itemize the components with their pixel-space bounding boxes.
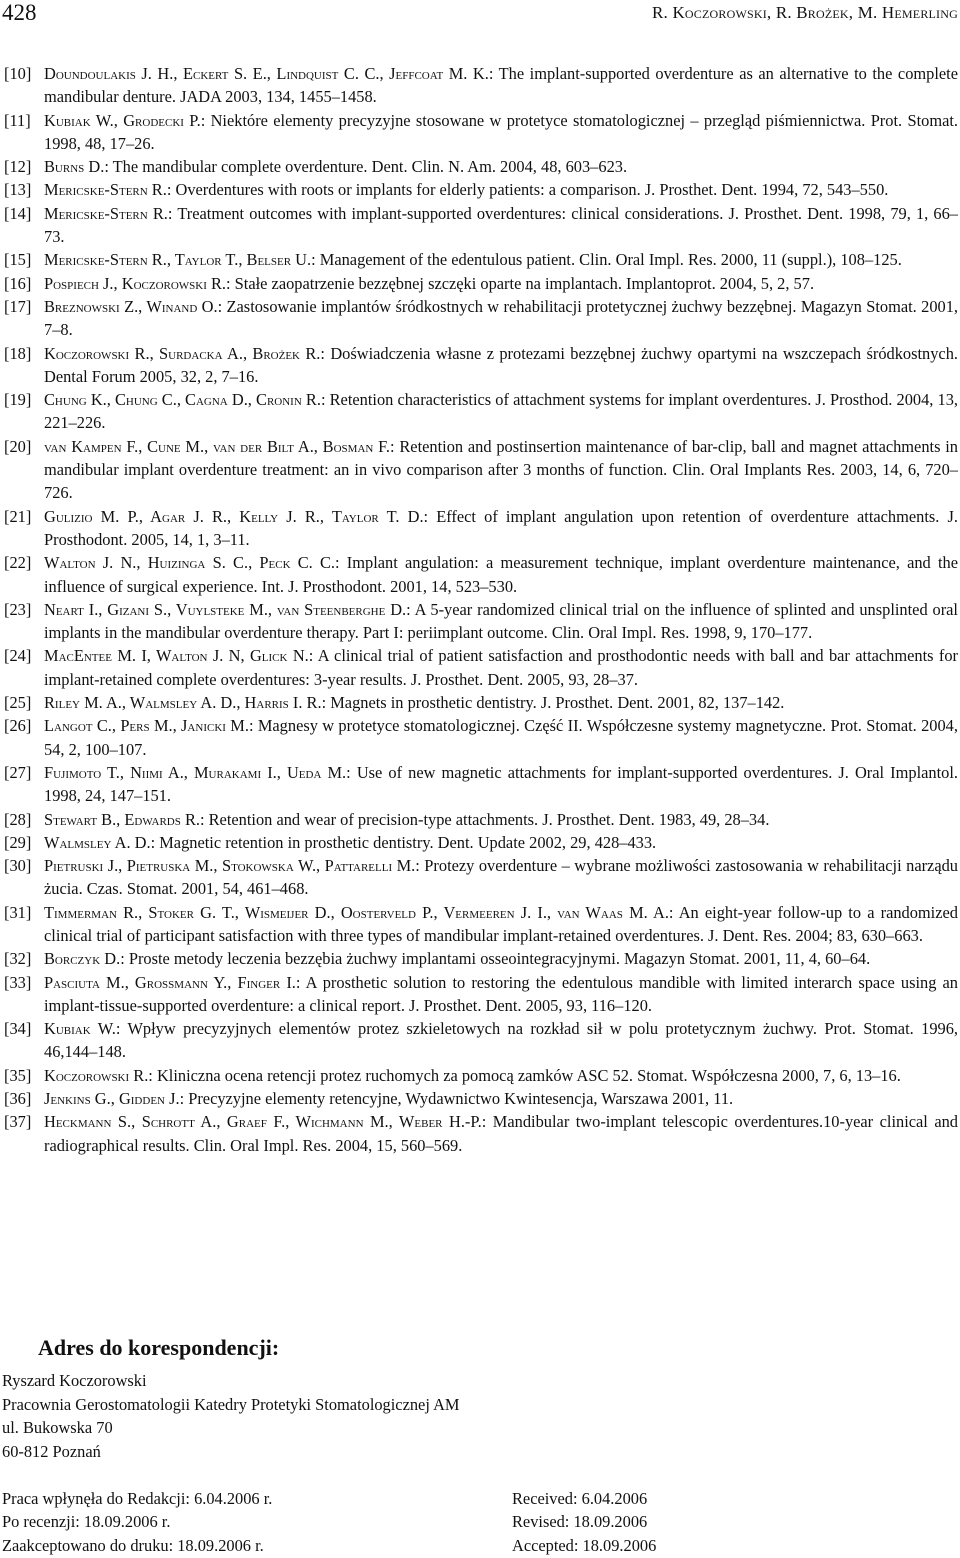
reference-authors: Doundoulakis J. H., Eckert S. E., Lindquist C. C., Jeffcoat M. K. bbox=[44, 64, 489, 83]
reference-text: : Retention and wear of precision-type attachments. J. Prosthet. Dent. 1983, 49, 28–34. bbox=[199, 809, 770, 829]
reference-body bbox=[44, 178, 958, 201]
reference-item bbox=[4, 505, 958, 552]
reference-body bbox=[44, 761, 958, 808]
date-received-en: Received: 6.04.2006 bbox=[512, 1489, 648, 1508]
reference-text: : A clinical trial of patient satisfaction and prosthodontic needs with ball and bar attachments for implant-retained complete overdentures: 3-year results. J. Prosthet. Dent. 2005, 93, 28–37. bbox=[44, 646, 958, 689]
reference-item bbox=[4, 901, 958, 948]
reference-body bbox=[44, 901, 958, 948]
reference-number: [15] bbox=[4, 250, 32, 270]
reference-number: [23] bbox=[4, 599, 32, 619]
reference-body bbox=[44, 388, 958, 435]
date-revised-pl: Po recenzji: 18.09.2006 r. bbox=[2, 1512, 171, 1532]
dates-polish bbox=[2, 1487, 272, 1557]
reference-text: : Overdentures with roots or implants for elderly patients: a comparison. J. Prosthet. Dent. 1994, 72, 543–550. bbox=[166, 180, 889, 200]
reference-item bbox=[4, 1110, 958, 1157]
reference-item bbox=[4, 248, 958, 271]
reference-body bbox=[44, 62, 958, 109]
dates-english bbox=[512, 1487, 656, 1557]
correspondence-heading: Adres do korespondencji: bbox=[38, 1335, 280, 1360]
reference-number: [34] bbox=[4, 1019, 32, 1039]
reference-authors: Riley M. A., Walmsley A. D., Harris I. R. bbox=[44, 693, 322, 713]
reference-body bbox=[44, 551, 958, 598]
reference-authors: Kubiak W. bbox=[44, 1019, 116, 1039]
reference-text: : Protezy overdenture – wybrane możliwości zastosowania w rehabilitacji narządu żucia. Czas. Stomat. 2001, 54, 461–468. bbox=[44, 856, 958, 899]
reference-authors: Koczorowski R. bbox=[44, 1065, 149, 1085]
reference-text: : Niektóre elementy precyzyjne stosowane w protetyce stomatologicznej – przegląd piśmiennictwa. Prot. Stomat. 1998, 48, 17–26. bbox=[44, 110, 958, 153]
reference-text: : The implant-supported overdenture as an alternative to the complete mandibular denture. JADA 2003, 134, 1455–1458. bbox=[44, 64, 958, 107]
reference-text: : Doświadczenia własne z protezami bezzębnej żuchwy opartymi na wszczepach śródkostnych. Dental Forum 2005, 32, 2, 7–16. bbox=[44, 343, 958, 386]
reference-text: : Retention and postinsertion maintenance of bar-clip, ball and magnet attachments in mandibular implant overdenture treatment: an in vivo comparison after 3 months of function. Clin. Oral Implants Res. 2003, 14, 6, 720–726. bbox=[44, 436, 958, 503]
reference-number: [29] bbox=[4, 832, 32, 852]
reference-number: [19] bbox=[4, 390, 32, 410]
reference-item bbox=[4, 644, 958, 691]
reference-body bbox=[44, 1017, 958, 1064]
reference-number: [12] bbox=[4, 157, 32, 177]
reference-text: : Magnetic retention in prosthetic dentistry. Dent. Update 2002, 29, 428–433. bbox=[150, 832, 657, 852]
reference-authors: Koczorowski R., Surdacka A., Brożek R. bbox=[44, 343, 321, 363]
reference-item bbox=[4, 295, 958, 342]
reference-text: : Precyzyjne elementy retencyjne, Wydawnictwo Kwintesencja, Warszawa 2001, 11. bbox=[179, 1089, 734, 1109]
reference-body bbox=[44, 295, 958, 342]
reference-number: [21] bbox=[4, 506, 32, 526]
reference-authors: van Kampen F., Cune M., van der Bilt A., Bosman F. bbox=[44, 436, 391, 456]
reference-text: : A prosthetic solution to restoring the edentulous mandible with limited interarch space using an implant-tissue-supported overdenture: a clinical report. J. Prosthet. Dent. 2005, 93, 116–120. bbox=[44, 972, 958, 1015]
reference-authors: Pietruski J., Pietruska M., Stokowska W., Pattarelli M. bbox=[44, 856, 416, 876]
reference-item bbox=[4, 202, 958, 249]
reference-authors: Langot C., Pers M., Janicki M. bbox=[44, 716, 249, 736]
reference-authors: Jenkins G., Gidden J. bbox=[44, 1089, 180, 1109]
reference-item bbox=[4, 272, 958, 295]
reference-body bbox=[44, 644, 958, 691]
reference-authors: Breznowski Z., Winand O. bbox=[44, 296, 218, 316]
reference-number: [14] bbox=[4, 203, 32, 223]
reference-text: : Implant angulation: a measurement technique, implant overdenture maintenance, and the influence of surgical experience. Int. J. Prosthodont. 2001, 14, 523–530. bbox=[44, 553, 958, 596]
reference-text: : Proste metody leczenia bezzębia żuchwy implantami osseointegracyjnymi. Magazyn Stomat. 2001, 11, 4, 60–64. bbox=[120, 949, 871, 969]
reference-body bbox=[44, 831, 958, 854]
reference-item bbox=[4, 831, 958, 854]
reference-text: : A 5-year randomized clinical trial on the influence of splinted and unsplinted oral implants in the mandibular overdenture therapy. Part I: periimplant outcome. Clin. Oral Impl. Res. 1998, 9, 170–177. bbox=[44, 599, 958, 643]
reference-body bbox=[44, 971, 958, 1018]
reference-number: [27] bbox=[4, 762, 32, 782]
reference-item bbox=[4, 342, 958, 389]
reference-authors: Mericske-Stern R. bbox=[44, 203, 168, 223]
reference-item bbox=[4, 761, 958, 808]
reference-authors: Chung K., Chung C., Cagna D., Cronin R. bbox=[44, 390, 321, 410]
address-institution: Pracownia Gerostomatologii Katedry Protetyki Stomatologicznej AM bbox=[2, 1394, 460, 1414]
reference-body bbox=[44, 947, 958, 970]
reference-body bbox=[44, 1064, 958, 1087]
reference-item bbox=[4, 971, 958, 1018]
reference-list bbox=[4, 62, 958, 1157]
reference-number: [11] bbox=[4, 110, 31, 130]
reference-number: [13] bbox=[4, 180, 32, 200]
reference-body bbox=[44, 1110, 958, 1157]
address-name: Ryszard Koczorowski bbox=[2, 1371, 147, 1390]
reference-authors: Pospiech J., Koczorowski R. bbox=[44, 273, 227, 293]
reference-text: : Wpływ precyzyjnych elementów protez szkieletowych na rozkład sił w polu protetycznym żuchwy. Prot. Stomat. 1996, 46,144–148. bbox=[44, 1019, 958, 1062]
reference-text: : Mandibular two-implant telescopic overdentures.10-year clinical and radiographical results. Clin. Oral Impl. Res. 2004, 15, 560–569. bbox=[44, 1112, 958, 1155]
reference-number: [31] bbox=[4, 902, 32, 922]
reference-body bbox=[44, 714, 958, 761]
reference-number: [28] bbox=[4, 809, 32, 829]
reference-number: [33] bbox=[4, 972, 32, 992]
reference-number: [18] bbox=[4, 343, 32, 363]
reference-body bbox=[44, 505, 958, 552]
reference-text: : Zastosowanie implantów śródkostnych w rehabilitacji protetycznej żuchwy bezzębnej. Magazyn Stomat. 2001, 7–8. bbox=[44, 296, 959, 340]
reference-text: : Stałe zaopatrzenie bezzębnej szczęki oparte na implantach. Implantoprot. 2004, 5, 2, 57. bbox=[226, 273, 815, 293]
date-revised-en: Revised: 18.09.2006 bbox=[512, 1512, 648, 1532]
address-city: 60-812 Poznań bbox=[2, 1441, 101, 1461]
reference-authors: Heckmann S., Schrott A., Graef F., Wichmann M., Weber H.-P. bbox=[44, 1112, 482, 1132]
reference-number: [35] bbox=[4, 1065, 32, 1085]
date-accepted-pl: Zaakceptowano do druku: 18.09.2006 r. bbox=[2, 1535, 264, 1555]
reference-text: : Treatment outcomes with implant-supported overdentures: clinical considerations. J. Prosthet. Dent. 1998, 79, 1, 66–73. bbox=[44, 203, 959, 247]
reference-item bbox=[4, 1017, 958, 1064]
reference-item bbox=[4, 155, 958, 178]
reference-text: : An eight-year follow-up to a randomized clinical trial of participant satisfaction with three types of mandibular implant-retained overdentures. J. Dent. Res. 2004; 83, 630–663. bbox=[44, 902, 958, 945]
reference-authors: Borczyk D. bbox=[44, 949, 121, 969]
reference-item bbox=[4, 1087, 958, 1110]
reference-item bbox=[4, 714, 958, 761]
running-head: R. Koczorowski, R. Brożek, M. Hemerling bbox=[652, 3, 958, 22]
reference-item bbox=[4, 109, 958, 156]
reference-number: [20] bbox=[4, 436, 32, 456]
reference-item bbox=[4, 178, 958, 201]
reference-text: : Use of new magnetic attachments for implant-supported overdentures. J. Oral Implantol. 1998, 24, 147–151. bbox=[44, 762, 958, 806]
reference-number: [37] bbox=[4, 1112, 32, 1132]
reference-item bbox=[4, 435, 958, 505]
reference-text: : Kliniczna ocena retencji protez ruchomych za pomocą zamków ASC 52. Stomat. Współczesna 2000, 7, 6, 13–16. bbox=[148, 1065, 901, 1085]
reference-text: : Magnesy w protetyce stomatologicznej. Część II. Współczesne systemy magnetyczne. Prot. Stomat. 2004, 54, 2, 100–107. bbox=[44, 716, 958, 759]
reference-body bbox=[44, 272, 958, 295]
reference-authors: Mericske-Stern R. bbox=[44, 180, 167, 200]
reference-body bbox=[44, 854, 958, 901]
reference-number: [17] bbox=[4, 296, 32, 316]
reference-authors: Stewart B., Edwards R. bbox=[44, 809, 200, 829]
date-accepted-en: Accepted: 18.09.2006 bbox=[512, 1535, 657, 1555]
reference-item bbox=[4, 62, 958, 109]
reference-authors: Gulizio M. P., Agar J. R., Kelly J. R., Taylor T. D. bbox=[44, 506, 424, 526]
reference-authors: Pasciuta M., Grossmann Y., Finger I. bbox=[44, 972, 296, 992]
reference-item bbox=[4, 947, 958, 970]
reference-number: [26] bbox=[4, 716, 32, 736]
page-number: 428 bbox=[2, 0, 37, 25]
reference-item bbox=[4, 598, 958, 645]
reference-text: : Magnets in prosthetic dentistry. J. Prosthet. Dent. 2001, 82, 137–142. bbox=[321, 693, 785, 713]
reference-body bbox=[44, 808, 958, 831]
reference-body bbox=[44, 109, 958, 156]
reference-body bbox=[44, 691, 958, 714]
reference-number: [32] bbox=[4, 949, 32, 969]
reference-item bbox=[4, 808, 958, 831]
reference-authors: Kubiak W., Grodecki P. bbox=[44, 110, 201, 130]
reference-body bbox=[44, 155, 958, 178]
reference-number: [24] bbox=[4, 646, 32, 666]
reference-authors: Fujimoto T., Niimi A., Murakami I., Ueda M. bbox=[44, 762, 347, 782]
reference-authors: MacEntee M. I, Walton J. N, Glick N. bbox=[44, 646, 309, 666]
reference-item bbox=[4, 388, 958, 435]
date-received-pl: Praca wpłynęła do Redakcji: 6.04.2006 r. bbox=[2, 1489, 273, 1508]
reference-body bbox=[44, 1087, 958, 1110]
reference-authors: Burns D. bbox=[44, 157, 105, 177]
reference-text: : Management of the edentulous patient. Clin. Oral Impl. Res. 2000, 11 (suppl.), 108–125. bbox=[311, 250, 902, 270]
reference-text: : The mandibular complete overdenture. Dent. Clin. N. Am. 2004, 48, 603–623. bbox=[104, 157, 628, 177]
reference-item bbox=[4, 691, 958, 714]
reference-number: [25] bbox=[4, 693, 32, 713]
reference-number: [22] bbox=[4, 553, 32, 573]
reference-number: [30] bbox=[4, 856, 32, 876]
reference-number: [16] bbox=[4, 273, 32, 293]
reference-body bbox=[44, 202, 958, 249]
address-street: ul. Bukowska 70 bbox=[2, 1418, 113, 1438]
reference-authors: Mericske-Stern R., Taylor T., Belser U. bbox=[44, 250, 312, 270]
reference-number: [36] bbox=[4, 1089, 32, 1109]
reference-text: : Effect of implant angulation upon retention of overdenture attachments. J. Prosthodont. 2005, 14, 1, 3–11. bbox=[44, 506, 958, 549]
reference-number: [10] bbox=[4, 64, 32, 83]
reference-authors: Timmerman R., Stoker G. T., Wismeijer D., Oosterveld P., Vermeeren J. I., van Waas M. A. bbox=[44, 902, 669, 922]
reference-item bbox=[4, 1064, 958, 1087]
reference-item bbox=[4, 854, 958, 901]
reference-body bbox=[44, 435, 958, 505]
reference-body bbox=[44, 248, 958, 271]
reference-authors: Neart I., Gizani S., Vuylsteke M., van Steenberghe D. bbox=[44, 599, 407, 619]
reference-text: : Retention characteristics of attachment systems for implant overdentures. J. Prosthod. 2004, 13, 221–226. bbox=[44, 390, 958, 433]
reference-item bbox=[4, 551, 958, 598]
reference-authors: Walmsley A. D. bbox=[44, 832, 151, 852]
reference-authors: Walton J. N., Huizinga S. C., Peck C. C. bbox=[44, 553, 336, 573]
correspondence-address bbox=[2, 1369, 460, 1463]
reference-body bbox=[44, 598, 958, 645]
reference-body bbox=[44, 342, 958, 389]
